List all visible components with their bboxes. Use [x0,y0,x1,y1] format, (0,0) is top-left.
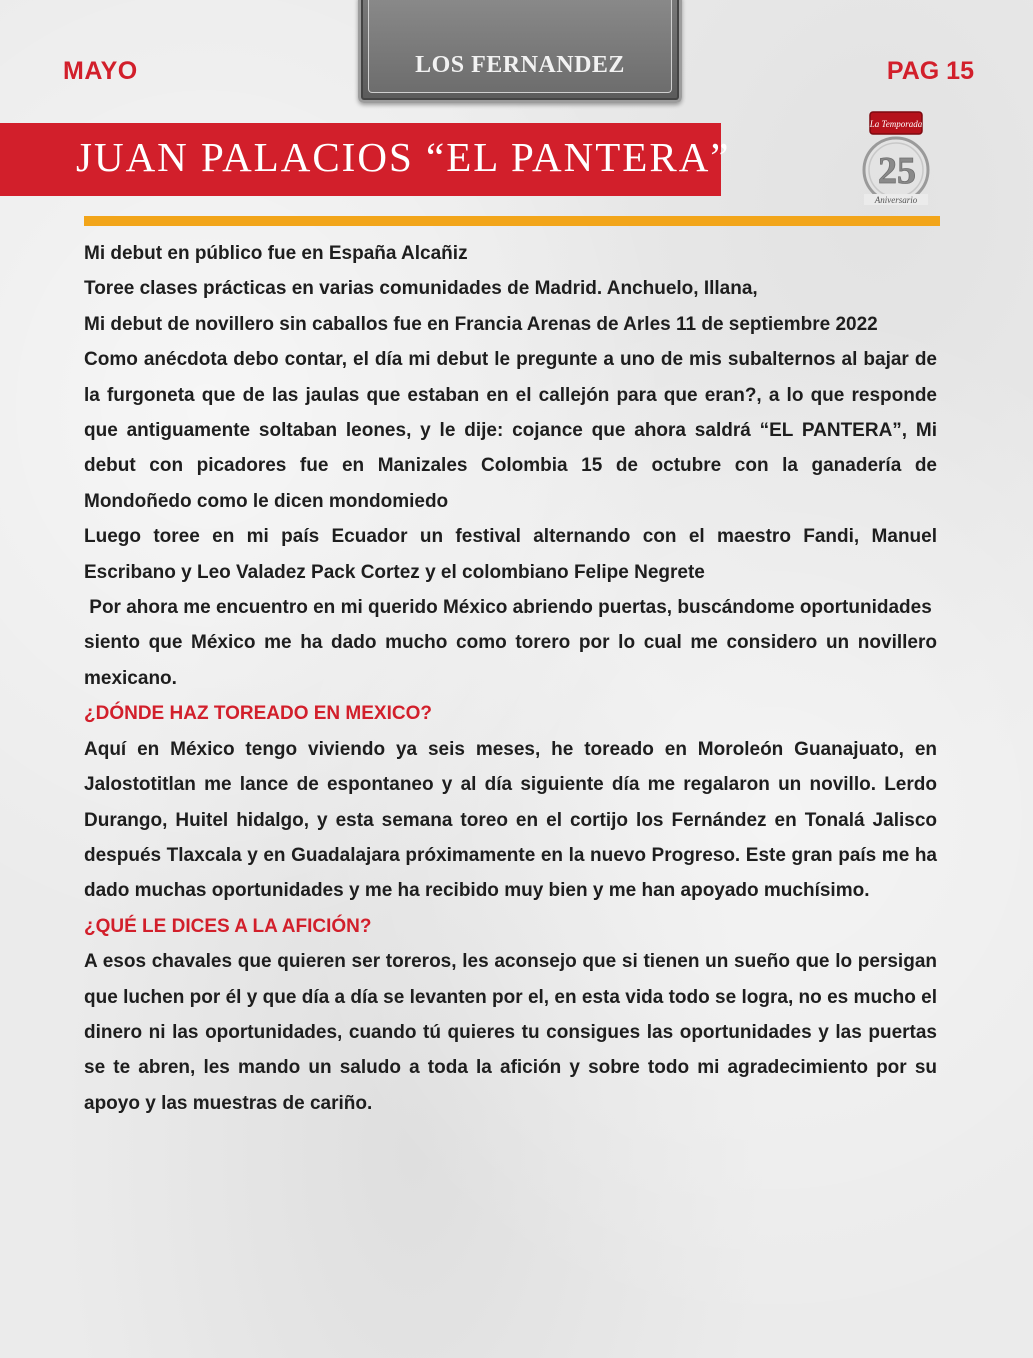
page-number: PAG 15 [886,57,974,85]
logo-bottom-text: Aniversario [874,195,918,205]
answer-2: A esos chavales que quieren ser toreros, les aconsejo que si tienen un sueño que lo persigan que luchen por él y que día a día se levanten por el, en esta vida todo se logra, no es mucho el dinero ni las oportunidades, cuando tú quieres tu consigues las oportunidades y las puertas se te abren, les mando un saludo a toda la afición y sobre todo mi agradecimiento por su apoyo y las muestras de cariño. [84,951,937,1114]
paragraph-1: Mi debut en público fue en España Alcañiz [84,243,468,264]
logo-top-text: La Temporada [869,119,923,129]
magazine-name: LOS FERNANDEZ [415,52,625,78]
anniversary-logo [856,110,936,206]
article-title: JUAN PALACIOS “EL PANTERA” [76,134,731,180]
paragraph-3: Mi debut de novillero sin caballos fue en Francia Arenas de Arles 11 de septiembre 2022 [84,313,878,335]
answer-1: Aquí en México tengo viviendo ya seis meses, he toreado en Moroleón Guanajuato, en Jalostotitlan me lance de espontaneo y al día siguiente día me regalaron un novillo. Lerdo Durango, Huitel hidalgo, y esta semana toreo en el cortijo los Fernández en Tonalá Jalisco después Tlaxcala y en Guadalajara próximamente en la nuevo Progreso. Este gran país me ha dado muchas oportunidades y me ha recibido muy bien y me han apoyado muchísimo. [84,738,937,902]
orange-divider [84,216,940,226]
article-body [84,236,937,1121]
paragraph-6: Por ahora me encuentro en mi querido México abriendo puertas, buscándome oportunidades [84,597,932,619]
month-label: MAYO [63,57,138,85]
logo-number: 25 [878,150,916,192]
question-2: ¿QUÉ LE DICES A LA AFICIÓN? [84,915,372,937]
title-banner [0,123,731,196]
paragraph-5: Luego toree en mi país Ecuador un festival alternando con el maestro Fandi, Manuel Escribano y Leo Valadez Pack Cortez y el colombiano Felipe Negrete [84,526,937,583]
paragraph-7: siento que México me ha dado mucho como torero por lo cual me considero un novillero mexicano. [84,632,937,689]
question-1: ¿DÓNDE HAZ TOREADO EN MEXICO? [84,703,432,725]
paragraph-4: Como anécdota debo contar, el día mi debut le pregunte a uno de mis subalternos al bajar de la furgoneta que de las jaulas que estaban en el callejón para que eran?, a lo que responde que antiguamente soltaban leones, y le dije: cojance que ahora saldrá “EL PANTERA”, Mi debut con picadores fue en Manizales Colombia 15 de octubre con la ganadería de Mondoñedo como le dicen mondomiedo [84,349,937,512]
magazine-tab [358,0,682,103]
paragraph-2: Toree clases prácticas en varias comunidades de Madrid. Anchuelo, Illana, [84,278,758,300]
